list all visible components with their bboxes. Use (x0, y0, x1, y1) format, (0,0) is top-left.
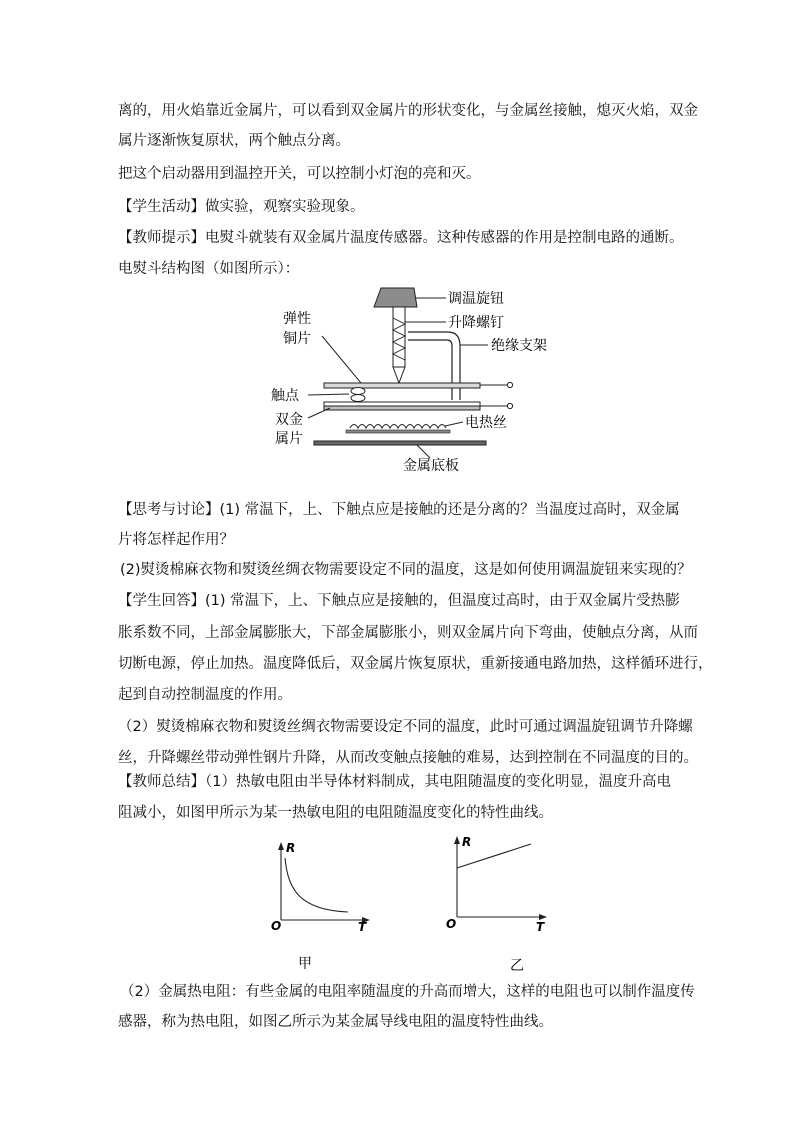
spring-label-2: 铜片 (283, 331, 311, 347)
paragraph-line: 电熨斗结构图（如图所示）： (118, 261, 300, 277)
paragraph-line: 【学生回答】(1) 常温下，上、下触点应是接触的，但温度过高时，由于双金属片受热膨 (118, 593, 680, 609)
paragraph-line: 把这个启动器用到温控开关，可以控制小灯泡的亮和灭。 (118, 166, 481, 182)
paragraph-line: 起到自动控制温度的作用。 (118, 687, 292, 703)
paragraph-line: 切断电源，停止加热。温度降低后，双金属片恢复原状，重新接通电路加热，这样循环进行， (118, 656, 713, 672)
bracket-label: 绝缘支架 (491, 338, 547, 354)
origin-label: O (271, 919, 282, 933)
bimetal-label-2: 属片 (275, 431, 303, 447)
paragraph-line: 感器，称为热电阻，如图乙所示为某金属导线电阻的温度特性曲线。 (118, 1014, 553, 1030)
paragraph-line: 【学生活动】做实验，观察实验现象。 (118, 199, 365, 215)
paragraph-line: 片将怎样起作用？ (118, 532, 234, 548)
x-axis-label: T (536, 920, 545, 934)
chart-caption: 乙 (510, 958, 524, 974)
bimetal-label-1: 双金 (275, 412, 303, 428)
origin-label: O (446, 917, 457, 931)
screw-label: 升降螺钉 (448, 315, 504, 331)
paragraph-line: 丝，升降螺丝带动弹性钢片升降，从而改变触点接触的难易，达到控制在不同温度的目的。 (118, 750, 698, 766)
chart-caption: 甲 (298, 956, 312, 972)
heater-label: 电热丝 (465, 415, 507, 431)
base-label: 金属底板 (403, 458, 459, 474)
paragraph-line: 阻减小，如图甲所示为某一热敏电阻的电阻随温度变化的特性曲线。 (118, 805, 553, 821)
paragraph-line: 离的，用火焰靠近金属片，可以看到双金属片的形状变化，与金属丝接触，熄灭火焰，双金 (118, 103, 698, 119)
paragraph-line: (2)熨烫棉麻衣物和熨烫丝绸衣物需要设定不同的温度，这是如何使用调温旋钮来实现的？ (120, 562, 692, 578)
contact-label: 触点 (271, 388, 299, 404)
paragraph-line: （2）金属热电阻：有些金属的电阻率随温度的升高而增大，这样的电阻也可以制作温度传 (120, 984, 695, 1000)
paragraph-line: 属片逐渐恢复原状，两个触点分离。 (118, 133, 350, 149)
paragraph-line: 胀系数不同，上部金属膨胀大，下部金属膨胀小，则双金属片向下弯曲，使触点分离，从而 (118, 625, 698, 641)
y-axis-label: R (462, 835, 472, 849)
spring-label-1: 弹性 (283, 311, 311, 327)
paragraph-line: （2）熨烫棉麻衣物和熨烫丝绸衣物需要设定不同的温度，此时可通过调温旋钮调节升降螺 (118, 719, 693, 735)
x-axis-label: T (358, 920, 367, 934)
paragraph-line: 【思考与讨论】(1) 常温下，上、下触点应是接触的还是分离的？当温度过高时，双金属 (118, 502, 680, 518)
knob-label: 调温旋钮 (448, 291, 504, 307)
paragraph-line: 【教师总结】（1）热敏电阻由半导体材料制成，其电阻随温度的变化明显，温度升高电 (118, 774, 671, 790)
paragraph-line: 【教师提示】电熨斗就装有双金属片温度传感器。这种传感器的作用是控制电路的通断。 (118, 230, 684, 246)
y-axis-arrow (454, 836, 460, 844)
y-axis-label: R (286, 841, 296, 855)
